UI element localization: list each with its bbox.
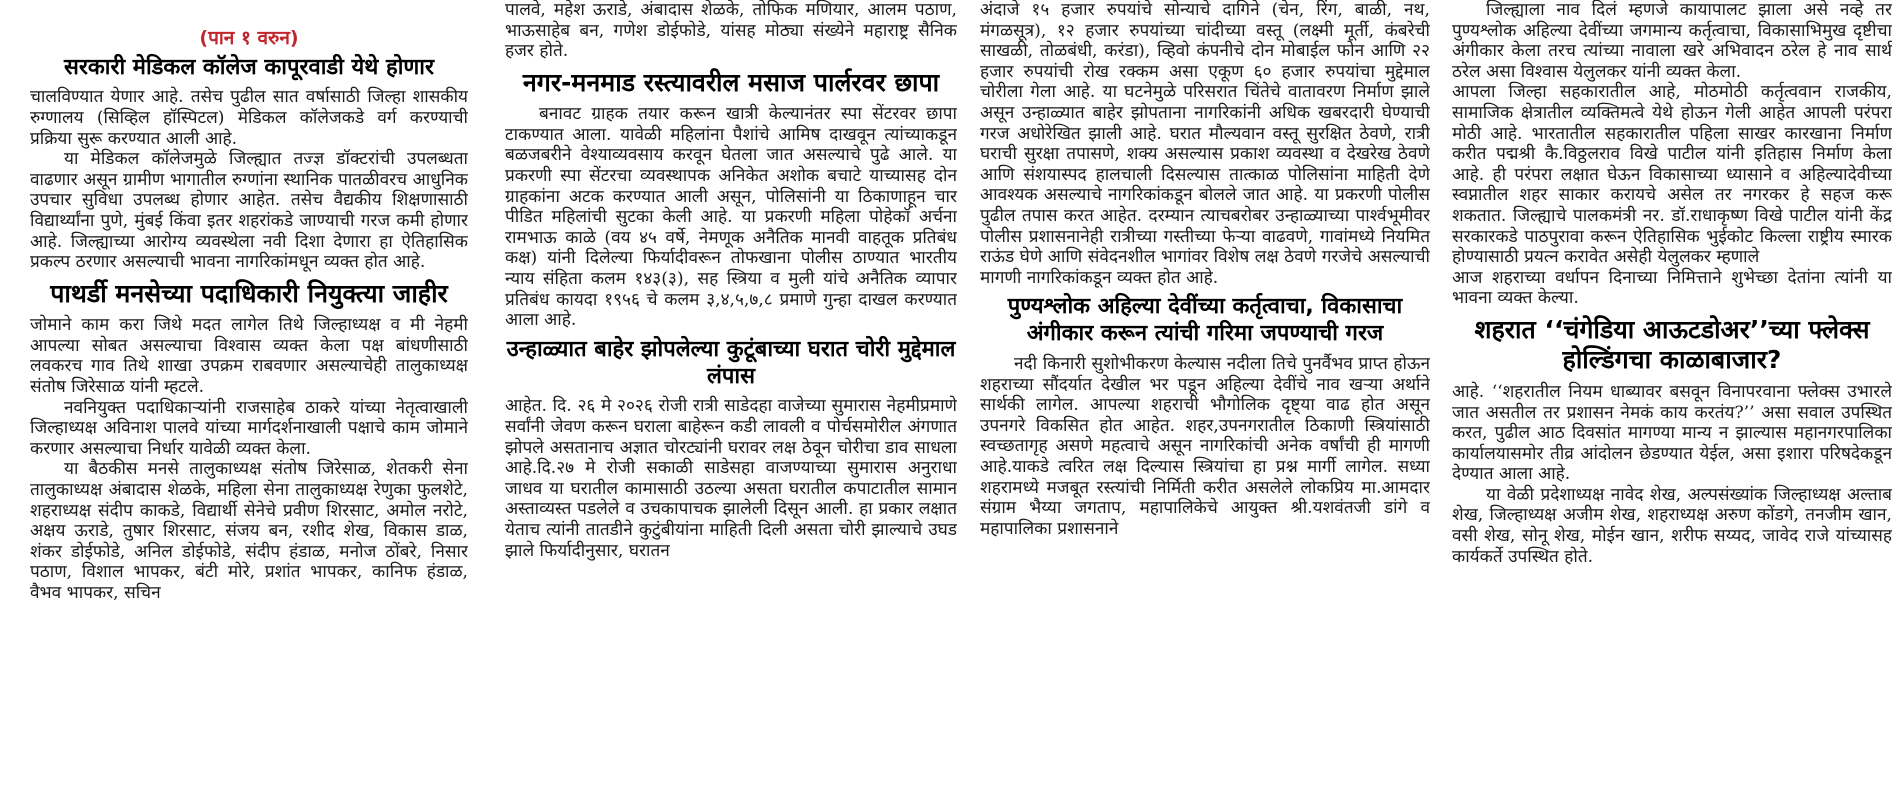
paragraph-mns-1: जोमाने काम करा जिथे मदत लागेल तिथे जिल्हाध्यक्ष व मी नेहमी आपल्या सोबत असल्याचा विश्वास व्यक्त केला पक्ष बांधणीसाठी लवकरच गाव तिथे शाखा उपक्रम राबवणार असल्याचेही तालुकाध्यक्ष संतोष जिरेसाळ यांनी म्हटले. — [30, 315, 468, 398]
continued-from-page-1-label: (पान १ वरुन) — [199, 28, 299, 49]
paragraph-theft: आहेत. दि. २६ मे २०२६ रोजी रात्री साडेदहा वाजेच्या सुमारास नेहमीप्रमाणे सर्वांनी जेवण करून घराला बाहेरून कडी लावली व पोर्चसमोरील अंगणात झोपले असतानाच अज्ञात चोरट्यांनी घरावर लक्ष ठेवून चोरीचा डाव साधला आहे.दि.२७ मे रोजी सकाळी साडेसहा वाजण्याच्या सुमारास अनुराधा जाधव या घरातील कामासाठी उठल्या असता घरातील कपाटातील सामान अस्ताव्यस्त पडलेले व उचकापाचक झालेली दिसून आली. हा प्रकार लक्षात येताच त्यांनी तातडीने कुटुंबीयांना माहिती दिली असता चोरी झाल्याचे उघड झाले फिर्यादीनुसार, घरातन — [505, 396, 957, 561]
paragraph-flex-2: या वेळी प्रदेशाध्यक्ष नावेद शेख, अल्पसंख्यांक जिल्हाध्यक्ष अल्ताब शेख, जिल्हाध्यक्ष अजीम शेख, शहराध्यक्ष अरुण कोंडगे, तनजीम खान, वसी शेख, सोनू शेख, मोईन खान, शरीफ सय्यद, जावेद राजे यांच्यासह कार्यकर्ते उपस्थित होते. — [1452, 484, 1892, 567]
paragraph-flex-1: आहे. ‘‘शहरातील नियम धाब्यावर बसवून विनापरवाना फ्लेक्स उभारले जात असतील तर प्रशासन नेमकं काय करतंय?’’ असा सवाल उपस्थित करत, पुढील आठ दिवसांत मागण्या मान्य न झाल्यास महानगरपालिका कार्यालयासमोर तीव्र आंदोलन छेडण्यात येईल, असा इशारा परिषदेकडून देण्यात आला आहे. — [1452, 381, 1892, 485]
headline-mns-appointments: पाथर्डी मनसेच्या पदाधिकारी नियुक्त्या जाहीर — [50, 278, 448, 308]
headline-ahilya-devi: पुण्यश्लोक अहिल्या देवींच्या कर्तृत्वाचा, विकासाचा अंगीकार करून त्यांची गरिमा जपण्याची गरज — [1007, 294, 1403, 347]
paragraph-medical-college-1: चालविण्यात येणार आहे. तसेच पुढील सात वर्षासाठी जिल्हा शासकीय रुग्णालय (सिव्हिल हॉस्पिटल) मेडिकल कॉलेजकडे वर्ग करण्याची प्रक्रिया सुरू करण्यात आली आहे. — [30, 87, 468, 149]
paragraph-ahilya-continued-3: आज शहराच्या वर्धापन दिनाच्या निमित्ताने शुभेच्छा देतांना त्यांनी या भावना व्यक्त केल्या. — [1452, 267, 1892, 309]
paragraph-medical-college-2: या मेडिकल कॉलेजमुळे जिल्ह्यात तज्ज्ञ डॉक्टरांची उपलब्धता वाढणार असून ग्रामीण भागातील रुग्णांना स्थानिक पातळीवरच आधुनिक उपचार सुविधा उपलब्ध होणार आहेत. तसेच वैद्यकीय शिक्षणासाठी विद्यार्थ्यांना पुणे, मुंबई किंवा इतर शहरांकडे जाण्याची गरज कमी होणार आहे. जिल्ह्याच्या आरोग्य व्यवस्थेला नवी दिशा देणारा हा ऐतिहासिक प्रकल्प ठरणार असल्याची भावना नागरिकांमधून व्यक्त होत आहे. — [30, 149, 468, 273]
paragraph-raid: बनावट ग्राहक तयार करून खात्री केल्यानंतर स्पा सेंटरवर छापा टाकण्यात आला. यावेळी महिलांना पैशांचे आमिष दाखवून त्यांच्याकडून बळजबरीने वेश्याव्यवसाय करवून घेतला जात असल्याचे पुढे आले. या प्रकरणी स्पा सेंटरचा व्यवस्थापक अनिकेत अशोक बचाटे याच्यासह दोन ग्राहकांना अटक करण्यात आली असून, पोलिसांनी या ठिकाणाहून चार पीडित महिलांची सुटका केली आहे. या प्रकरणी महिला पोहेकॉ अर्चना रामभाऊ काळे (वय ४५ वर्षे, नेमणूक अनैतिक मानवी वाहतूक प्रतिबंध कक्ष) यांनी दिलेल्या फिर्यादीवरून तोफखाना पोलीस ठाण्यात भारतीय न्याय संहिता कलम १४३(३), सह स्त्रिया व मुली यांचे अनैतिक व्यापार प्रतिबंध कायदा १९५६ चे कलम ३,४,५,७,८ प्रमाणे गुन्हा दाखल करण्यात आला आहे. — [505, 104, 957, 331]
paragraph-ahilya-continued-2: आपला जिल्हा सहकारातील आहे, मोठमोठी कर्तृत्ववान राजकीय, सामाजिक क्षेत्रातील व्यक्तिमत्वे येथे होऊन गेली आहेत आपली परंपरा मोठी आहे. भारतातील सहकारातील पहिला साखर कारखाना निर्माण करीत पद्मश्री कै.विठ्ठलराव विखे पाटील यांनी इतिहास निर्माण केला आहे. ही परंपरा लक्षात घेऊन विकासाच्या ध्यासाने व अहिल्यादेवीच्या स्वप्नातील शहर साकार करायचे असेल तर नगरकर हे सहज करू शकतात. जिल्ह्याचे पालकमंत्री नर. डॉ.राधाकृष्ण विखे पाटील यांनी केंद्र सरकारकडे पाठपुरावा करून ऐतिहासिक भुईकोट किल्ला राष्ट्रीय स्मारक होण्यासाठी प्रयत्न करावेत असेही येलुलकर म्हणाले — [1452, 82, 1892, 268]
headline-massage-parlour-raid: नगर-मनमाड रस्त्यावरील मसाज पार्लरवर छापा — [522, 67, 940, 97]
headline-medical-college: सरकारी मेडिकल कॉलेज कापूरवाडी येथे होणार — [63, 54, 434, 80]
paragraph-mns-2: नवनियुक्त पदाधिकाऱ्यांनी राजसाहेब ठाकरे यांच्या नेतृत्वाखाली जिल्हाध्यक्ष अविनाश पालवे यांच्या मार्गदर्शनाखाली पक्षाचे काम जोमाने करणार असल्याचा निर्धार यावेळी व्यक्त केला. — [30, 397, 468, 459]
paragraph-theft-continued: अंदाजे १५ हजार रुपयांचे सोन्याचे दागिने (चेन, रिंग, बाळी, नथ, मंगळसूत्र), १२ हजार रुपयांच्या चांदीच्या वस्तू (लक्ष्मी मूर्ती, कंबरेची साखळी, तोळबंधी, करंडा), व्हिवो कंपनीचे दोन मोबाईल फोन आणि २२ हजार रुपयांची रोख रक्कम असा एकूण ६० हजार रुपयांचा मुद्देमाल चोरीला गेला आहे. या घटनेमुळे परिसरात चिंतेचे वातावरण निर्माण झाले असून उन्हाळ्यात बाहेर झोपताना नागरिकांनी अधिक खबरदारी घेण्याची गरज अधोरेखित झाली आहे. घरात मौल्यवान वस्तू सुरक्षित ठेवणे, रात्री घराची सुरक्षा तपासणे, शक्य असल्यास प्रकाश व्यवस्था व देखरेख ठेवणे आणि संशयास्पद हालचाली दिसल्यास तात्काळ पोलिसांना माहिती देणे आवश्यक असल्याचे नागरिकांकडून बोलले जात आहे. या प्रकरणी पोलीस पुढील तपास करत आहेत. दरम्यान त्याचबरोबर उन्हाळ्याच्या पार्श्वभूमीवर पोलीस प्रशासनानेही रात्रीच्या गस्तीच्या फेऱ्या वाढवणे, गावांमध्ये नियमित राऊंड घेणे आणि संवेदनशील भागांवर विशेष लक्ष ठेवणे गरजेचे असल्याची मागणी नागरिकांकडून व्यक्त होत आहे. — [980, 0, 1430, 288]
column-1 — [30, 28, 468, 792]
paragraph-ahilya-continued-1: जिल्ह्याला नाव दिलं म्हणजे कायापालट झाला असे नव्हे तर पुण्यश्लोक अहिल्या देवींच्या जगमान्य कर्तृत्वाचा, विकासाभिमुख दृष्टीचा अंगीकार केला तरच त्यांच्या नावाला खरे अभिवादन ठरेल हे नाव सार्थ ठरेल असा विश्वास येलुलकर यांनी व्यक्त केला. — [1452, 0, 1892, 82]
column-3 — [980, 0, 1430, 792]
paragraph-mns-3: या बैठकीस मनसे तालुकाध्यक्ष संतोष जिरेसाळ, शेतकरी सेना तालुकाध्यक्ष अंबादास शेळके, महिला सेना तालुकाध्यक्ष रेणुका फुलशेटे, शहराध्यक्ष संदीप काकडे, विद्यार्थी सेनेचे प्रवीण शिरसाट, अमोल नरोटे, अक्षय ऊराडे, तुषार शिरसाट, संजय बन, रशीद शेख, विकास डाळ, शंकर डोईफोडे, अनिल डोईफोडे, संदीप हंडाळ, मनोज ठोंबरे, निसार पठाण, विशाल भापकर, बंटी मोरे, प्रशांत भापकर, कानिफ हंडाळ, वैभव भापकर, सचिन — [30, 459, 468, 603]
headline-summer-theft: उन्हाळ्यात बाहेर झोपलेल्या कुटूंबाच्या घरात चोरी मुद्देमाल लंपास — [506, 336, 956, 389]
headline-flex-hoarding: शहरात ‘‘चंगेडिया आऊटडोअर’’च्या फ्लेक्स होल्डिंगचा काळाबाजार? — [1474, 314, 1870, 375]
column-2 — [505, 0, 957, 792]
paragraph-ahilya-devi: नदी किनारी सुशोभीकरण केल्यास नदीला तिचे पुनर्वैभव प्राप्त होऊन शहराच्या सौंदर्यात देखील भर पडून अहिल्या देवींचे नाव खऱ्या अर्थाने सार्थकी लागेल. आपल्या शहराची भौगोलिक दृष्ट्या वाढ होत असून उपनगरे विकसित होत आहेत. शहर,उपनगरातील ठिकाणी स्त्रियांसाठी स्वच्छतागृह असणे महत्वाचे असून नागरिकांची अनेक वर्षांची ही मागणी आहे.याकडे त्वरित लक्ष दिल्यास स्त्रियांचा हा प्रश्न मार्गी लागेल. सध्या शहरामध्ये मजबूत रस्त्यांची निर्मिती करीत असलेले लोकप्रिय मा.आमदार संग्राम भैय्या जगताप, महापालिकेचे आयुक्त श्री.यशवंतजी डांगे व महापालिका प्रशासनाने — [980, 353, 1430, 539]
paragraph-mns-continued: पालवे, महेश ऊराडे, अंबादास शेळके, तोफिक मणियार, आलम पठाण, भाऊसाहेब बन, गणेश डोईफोडे, यांसह मोठ्या संख्येने महाराष्ट्र सैनिक हजर होते. — [505, 0, 957, 62]
column-4 — [1452, 0, 1892, 792]
